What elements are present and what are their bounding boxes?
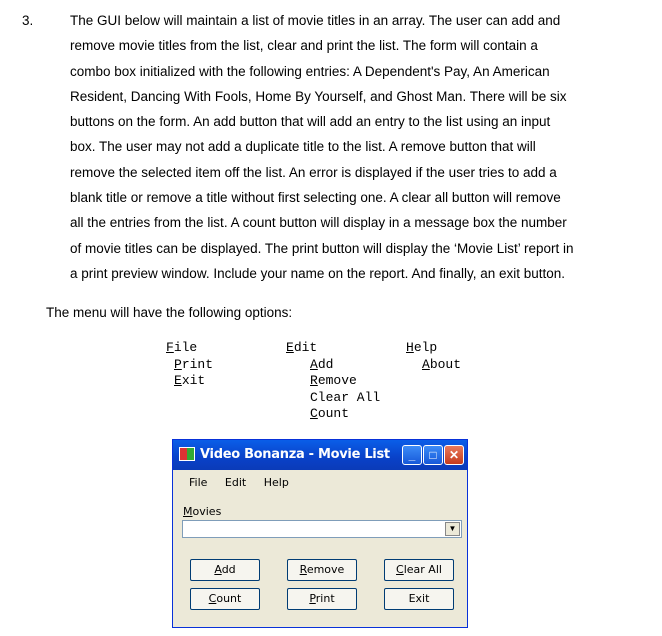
menu-spec-item: Remove bbox=[310, 373, 357, 388]
remove-button[interactable]: Remove bbox=[287, 559, 357, 581]
menu-spec-item: Clear All bbox=[310, 389, 381, 405]
menu-spec-help bbox=[406, 340, 461, 373]
app-icon bbox=[179, 447, 195, 461]
paragraph-line: Resident, Dancing With Fools, Home By Yourself, and Ghost Man. There will be six bbox=[70, 88, 567, 104]
menu-help[interactable]: Help bbox=[263, 476, 289, 489]
window-title: Video Bonanza - Movie List bbox=[200, 447, 390, 462]
add-button[interactable]: Add bbox=[190, 559, 260, 581]
menu-spec-help-title: Help bbox=[406, 340, 438, 355]
paragraph-line: all the entries from the list. A count button will display in a message box the number bbox=[70, 215, 567, 231]
menu-spec-item: Count bbox=[310, 406, 350, 421]
menu-intro: The menu will have the following options: bbox=[46, 305, 293, 320]
paragraph-line: The GUI below will maintain a list of movie titles in an array. The user can add and bbox=[70, 13, 561, 28]
question-number: 3. bbox=[22, 13, 34, 28]
paragraph-line: buttons on the form. An add button that will add an entry to the list using an input bbox=[70, 114, 551, 130]
minimize-icon[interactable]: _ bbox=[402, 445, 422, 465]
movies-label: Movies bbox=[183, 505, 222, 518]
chevron-down-icon[interactable]: ▼ bbox=[445, 522, 460, 536]
paragraph-line: box. The user may not add a duplicate title to the list. A remove button that will bbox=[70, 139, 536, 155]
maximize-icon[interactable]: □ bbox=[423, 445, 443, 465]
menu-edit[interactable]: Edit bbox=[224, 476, 247, 489]
question-paragraph bbox=[70, 13, 630, 291]
app-window bbox=[172, 439, 468, 628]
paragraph-line: blank title or remove a title without first selecting one. A clear all button will remove bbox=[70, 190, 561, 206]
title-bar[interactable] bbox=[173, 440, 467, 470]
close-icon[interactable]: ✕ bbox=[444, 445, 464, 465]
menu-spec-item: Add bbox=[310, 356, 334, 372]
paragraph-line: of movie titles can be displayed. The print button will display the ‘Movie List’ report in bbox=[70, 240, 574, 256]
menubar bbox=[189, 476, 303, 489]
exit-button[interactable]: Exit bbox=[384, 588, 454, 610]
menu-spec-item: About bbox=[422, 356, 462, 372]
movies-combo[interactable] bbox=[182, 520, 462, 538]
menu-spec-file-title: File bbox=[166, 340, 198, 355]
menu-spec-file bbox=[166, 340, 213, 390]
paragraph-line: combo box initialized with the following entries: A Dependent's Pay, An American bbox=[70, 63, 550, 79]
menu-file[interactable]: File bbox=[189, 476, 208, 489]
menu-spec-edit bbox=[286, 340, 380, 423]
menu-spec-edit-title: Edit bbox=[286, 340, 318, 355]
count-button[interactable]: Count bbox=[190, 588, 260, 610]
paragraph-line: remove the selected item off the list. An error is displayed if the user tries to add a bbox=[70, 164, 557, 180]
menu-spec-item: Exit bbox=[174, 373, 206, 388]
menu-spec-item: Print bbox=[174, 356, 214, 372]
print-button[interactable]: Print bbox=[287, 588, 357, 610]
clear-all-button[interactable]: Clear All bbox=[384, 559, 454, 581]
paragraph-line: a print preview window. Include your name on the report. And finally, an exit button. bbox=[70, 265, 566, 281]
paragraph-line: remove movie titles from the list, clear and print the list. The form will contain a bbox=[70, 38, 538, 54]
